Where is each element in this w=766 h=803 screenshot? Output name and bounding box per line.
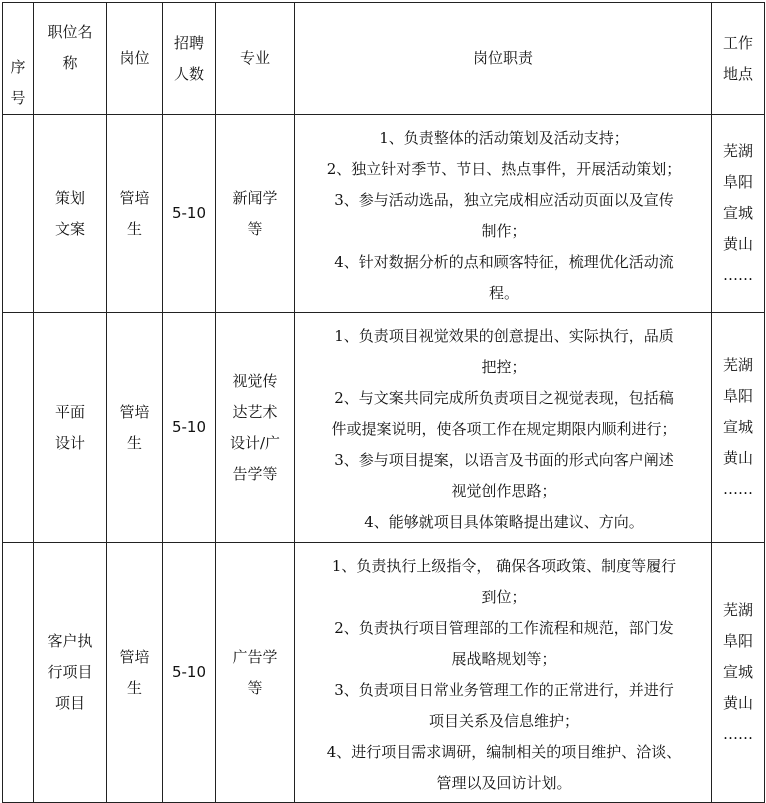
cell-count bbox=[163, 543, 216, 803]
header-duties: 岗位职责 bbox=[295, 3, 712, 115]
header-location bbox=[712, 3, 765, 115]
cell-line: 阜阳 bbox=[722, 632, 753, 650]
cell-line: …… bbox=[723, 266, 753, 284]
cell-line: 设计 bbox=[54, 433, 85, 452]
cell-location bbox=[712, 543, 765, 803]
cell-line: 新闻学 bbox=[232, 188, 278, 207]
cell-major bbox=[216, 543, 295, 803]
cell-duties bbox=[295, 543, 712, 803]
cell-line: …… bbox=[723, 725, 753, 743]
cell-line: 达艺术 bbox=[232, 402, 278, 421]
header-major: 专业 bbox=[216, 3, 295, 115]
cell-duties bbox=[295, 313, 712, 543]
table-row bbox=[3, 313, 765, 543]
duty-line: 视觉创作思路； bbox=[451, 482, 557, 500]
duty-line: 4、进行项目需求调研，编制相关的项目维护、洽谈、 bbox=[326, 742, 682, 761]
cell-line: 黄山 bbox=[722, 449, 753, 467]
cell-line: 阜阳 bbox=[722, 387, 753, 405]
duty-line: 展战略规划等； bbox=[451, 649, 557, 668]
cell-job-name bbox=[34, 543, 107, 803]
cell-major bbox=[216, 115, 295, 313]
cell-position bbox=[107, 543, 163, 803]
cell-line: 阜阳 bbox=[722, 173, 753, 191]
cell-line: 宣城 bbox=[722, 663, 753, 681]
cell-line: 芜湖 bbox=[722, 601, 753, 619]
cell-seq bbox=[3, 543, 34, 803]
duty-line: 3、负责项目日常业务管理工作的正常进行，并进行 bbox=[334, 680, 674, 699]
header-row bbox=[3, 3, 765, 115]
cell-line: 客户执 bbox=[47, 632, 93, 650]
duty-line: 到位； bbox=[481, 587, 527, 606]
header-count bbox=[163, 3, 216, 115]
header-seq-line: 号 bbox=[10, 89, 26, 107]
duty-line: 2、独立针对季节、节日、热点事件，开展活动策划； bbox=[326, 159, 682, 178]
cell-line: 视觉传 bbox=[232, 371, 278, 390]
duty-line: 制作； bbox=[481, 221, 527, 240]
cell-line: 广告学 bbox=[232, 647, 278, 666]
cell-line: 等 bbox=[247, 678, 263, 697]
cell-location bbox=[712, 313, 765, 543]
cell-line: 生 bbox=[126, 219, 142, 238]
cell-line: 黄山 bbox=[722, 235, 753, 253]
cell-line: 宣城 bbox=[722, 204, 753, 222]
duty-line: 项目关系及信息维护； bbox=[428, 711, 579, 730]
header-job-name bbox=[34, 3, 107, 115]
cell-line: 设计/广 bbox=[229, 433, 281, 452]
cell-line: 管培 bbox=[119, 402, 150, 421]
header-position: 岗位 bbox=[107, 3, 163, 115]
cell-major bbox=[216, 313, 295, 543]
cell-line: 策划 bbox=[54, 188, 85, 207]
cell-duties bbox=[295, 115, 712, 313]
duty-line: 4、针对数据分析的点和顾客特征，梳理优化活动流 bbox=[334, 252, 674, 271]
header-count-line: 人数 bbox=[173, 64, 204, 83]
header-job-name-line: 职位名 bbox=[47, 23, 93, 41]
cell-count bbox=[163, 115, 216, 313]
cell-line: 文案 bbox=[54, 219, 85, 238]
cell-seq bbox=[3, 115, 34, 313]
table-row bbox=[3, 543, 765, 803]
table-row bbox=[3, 115, 765, 313]
cell-count-value: 5-10 bbox=[171, 663, 207, 681]
cell-line: 黄山 bbox=[722, 694, 753, 712]
duty-line: 4、能够就项目具体策略提出建议、方向。 bbox=[364, 513, 644, 531]
duty-line: 管理以及回访计划。 bbox=[436, 773, 572, 792]
duty-line: 1、负责项目视觉效果的创意提出、实际执行，品质 bbox=[334, 327, 674, 345]
header-location-line: 地点 bbox=[722, 64, 753, 83]
cell-seq bbox=[3, 313, 34, 543]
cell-position bbox=[107, 313, 163, 543]
cell-position bbox=[107, 115, 163, 313]
cell-line: 告学等 bbox=[232, 464, 278, 483]
recruitment-table bbox=[2, 2, 765, 803]
cell-line: 等 bbox=[247, 219, 263, 238]
duty-line: 把控； bbox=[481, 358, 527, 376]
header-seq bbox=[3, 3, 34, 115]
cell-line: 芜湖 bbox=[722, 142, 753, 160]
header-job-name-line: 称 bbox=[62, 54, 78, 72]
header-seq-line: 序 bbox=[10, 58, 26, 76]
cell-job-name bbox=[34, 115, 107, 313]
cell-line: 项目 bbox=[54, 694, 85, 712]
cell-count bbox=[163, 313, 216, 543]
duty-line: 3、参与活动选品，独立完成相应活动页面以及宣传 bbox=[334, 190, 674, 209]
cell-line: …… bbox=[723, 480, 753, 498]
cell-line: 宣城 bbox=[722, 418, 753, 436]
cell-line: 芜湖 bbox=[722, 356, 753, 374]
cell-line: 生 bbox=[126, 433, 142, 452]
cell-line: 行项目 bbox=[47, 663, 93, 681]
cell-count-value: 5-10 bbox=[171, 204, 207, 222]
cell-line: 管培 bbox=[119, 647, 150, 666]
cell-line: 平面 bbox=[54, 402, 85, 421]
duty-line: 2、负责执行项目管理部的工作流程和规范，部门发 bbox=[334, 618, 674, 637]
header-count-line: 招聘 bbox=[173, 33, 204, 52]
cell-count-value: 5-10 bbox=[171, 418, 207, 436]
duty-line: 3、参与项目提案，以语言及书面的形式向客户阐述 bbox=[334, 451, 674, 469]
duty-line: 1、负责整体的活动策划及活动支持； bbox=[379, 128, 629, 147]
cell-location bbox=[712, 115, 765, 313]
duty-line: 程。 bbox=[488, 283, 519, 302]
header-location-line: 工作 bbox=[722, 33, 753, 52]
duty-line: 1、负责执行上级指令， 确保各项政策、制度等履行 bbox=[331, 556, 677, 575]
cell-line: 管培 bbox=[119, 188, 150, 207]
cell-line: 生 bbox=[126, 678, 142, 697]
cell-job-name bbox=[34, 313, 107, 543]
duty-line: 件或提案说明，使各项工作在规定期限内顺利进行； bbox=[331, 420, 677, 438]
duty-line: 2、与文案共同完成所负责项目之视觉表现，包括稿 bbox=[334, 389, 674, 407]
